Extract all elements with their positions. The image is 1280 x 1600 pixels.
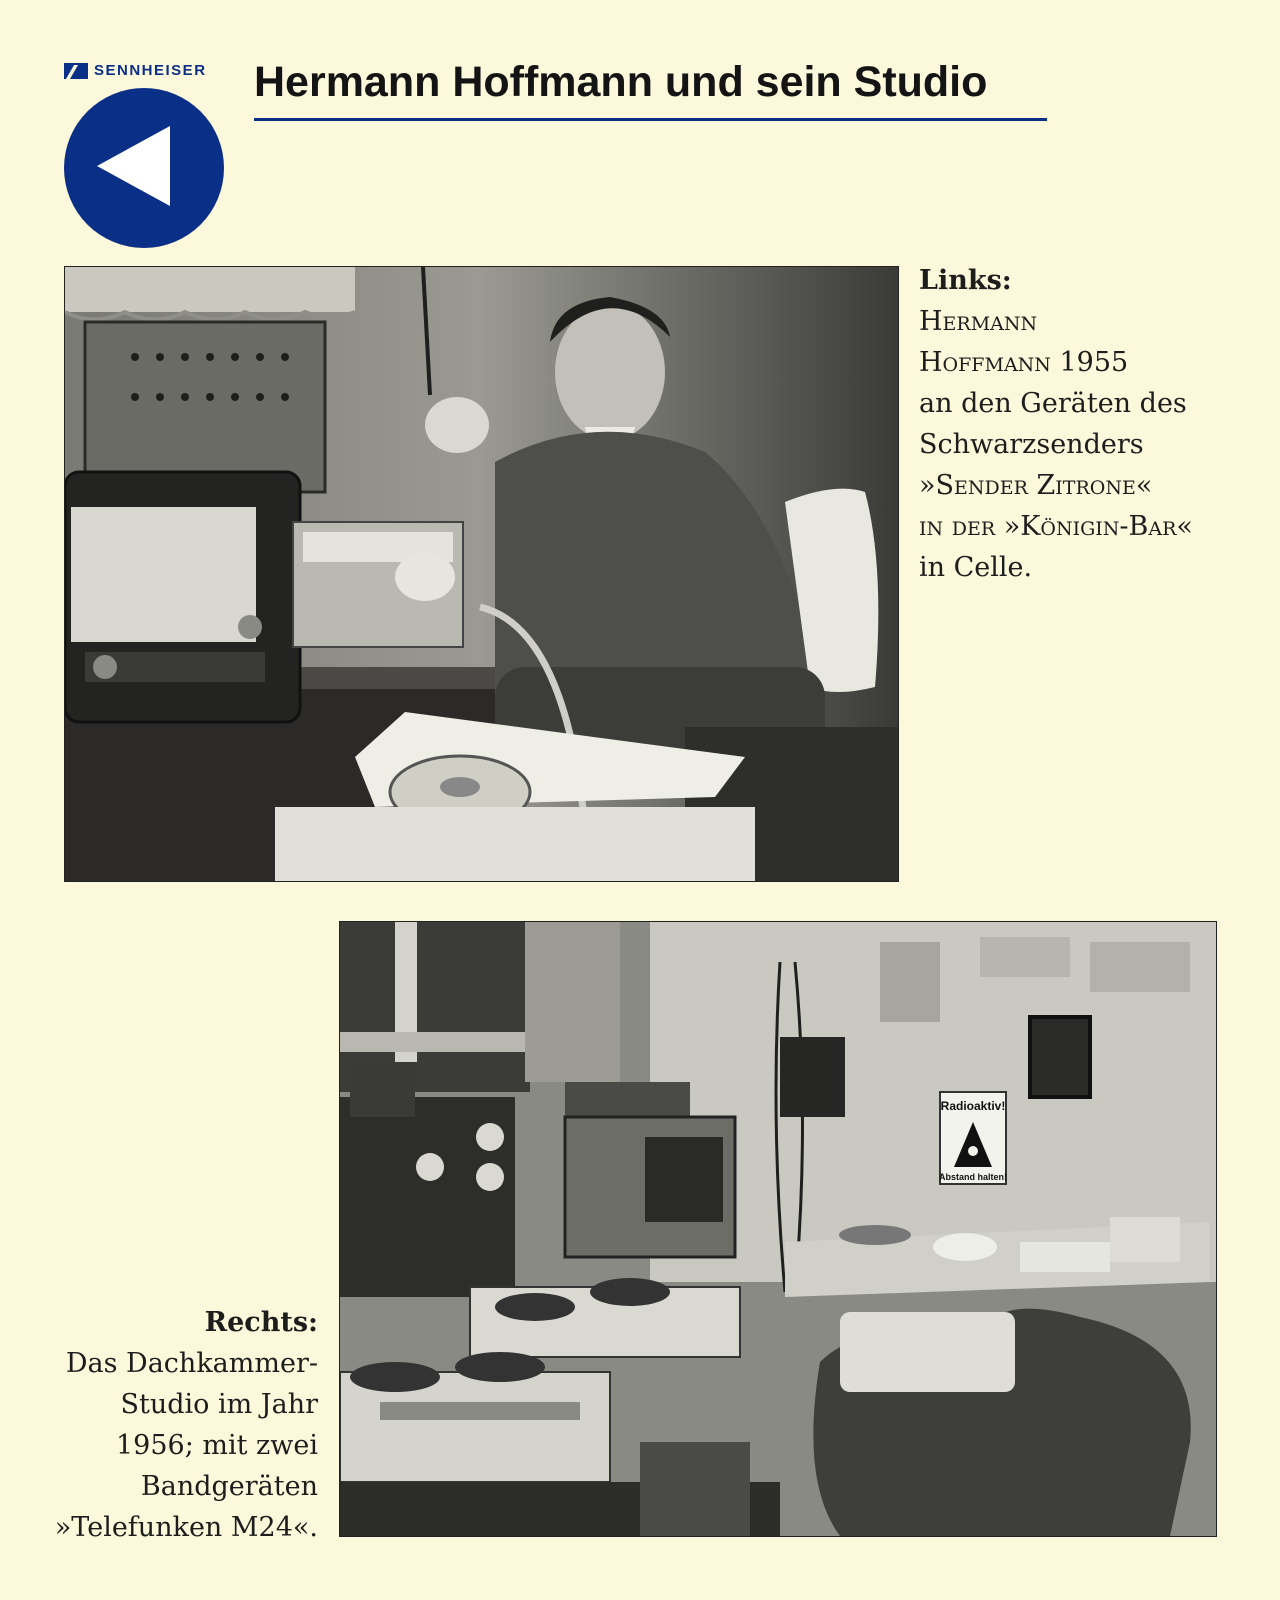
caption-rechts-line: Das Dachkammer- [65,1348,318,1379]
caption-rechts-line: 1956; mit zwei [115,1430,318,1461]
page-title: Hermann Hoffmann und sein Studio [254,58,988,106]
photo-dachkammer-studio-1956 [339,921,1217,1537]
sennheiser-logo-icon [64,63,88,79]
caption-links-line: in der »Königin-Bar« [919,511,1193,542]
radioactive-sign-subtext: Abstand halten! [938,1172,1008,1182]
caption-links [919,260,1193,588]
play-left-triangle-icon [64,88,224,248]
caption-rechts [18,1302,318,1548]
caption-links-line: Hermann [919,306,1038,337]
caption-rechts-line: »Telefunken M24«. [54,1512,318,1543]
radioactive-sign-text: Radioaktiv! [940,1099,1006,1113]
back-button[interactable] [64,88,224,248]
caption-links-heading: Links: [919,265,1012,296]
brand-name: SENNHEISER [94,62,207,79]
sennheiser-logo [64,62,207,79]
caption-rechts-heading: Rechts: [204,1307,318,1338]
caption-links-line: in Celle. [919,552,1033,583]
caption-rechts-line: Bandgeräten [140,1471,318,1502]
caption-links-line: Hoffmann 1955 [919,347,1129,378]
caption-links-line: »Sender Zitrone« [919,470,1153,501]
photo-hermann-hoffmann-1955 [64,266,899,882]
caption-rechts-line: Studio im Jahr [120,1389,318,1420]
caption-links-line: Schwarzsenders [919,429,1144,460]
title-underline [254,118,1047,121]
caption-links-line: an den Geräten des [919,388,1187,419]
